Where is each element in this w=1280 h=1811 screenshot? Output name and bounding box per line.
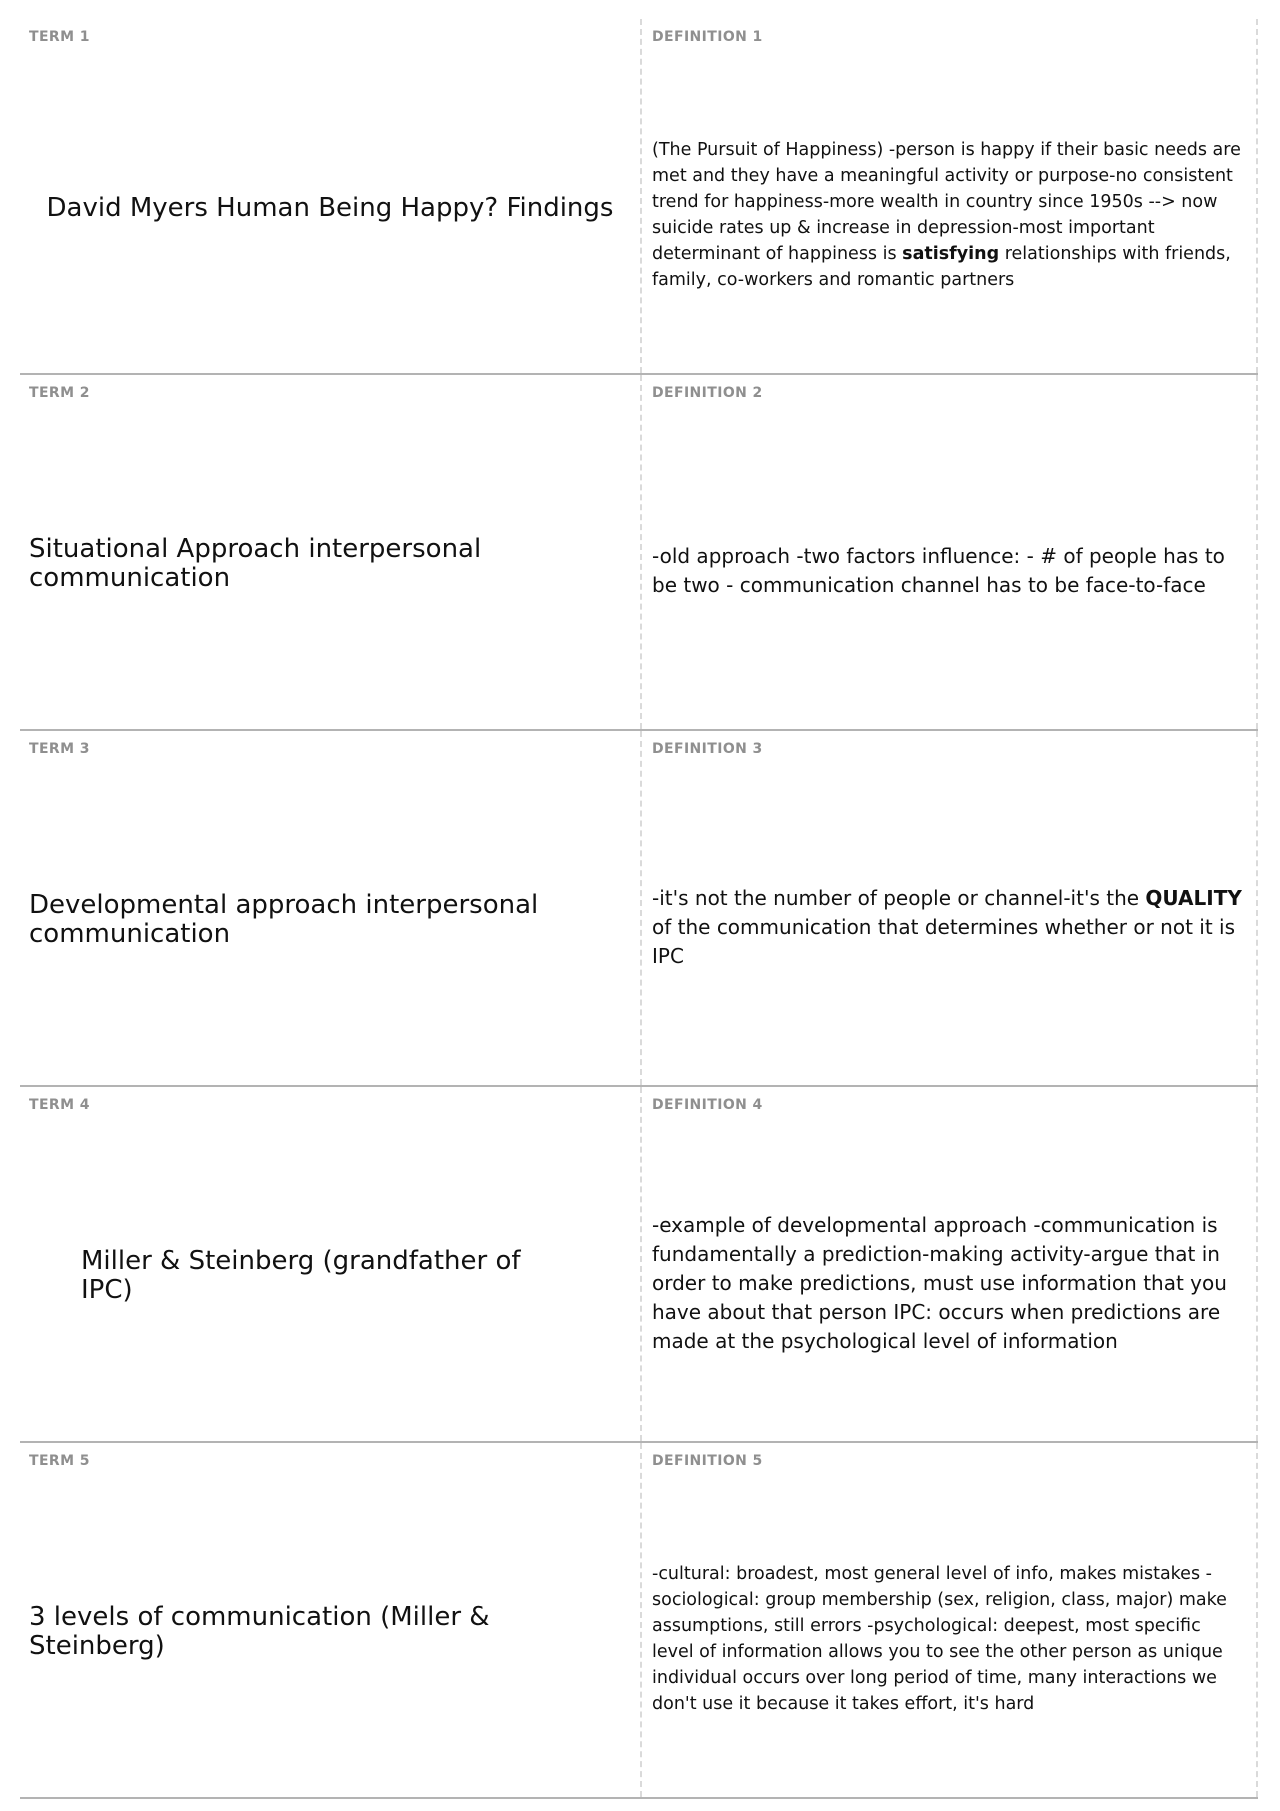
term-cell — [20, 1443, 640, 1797]
flashcard-row-3 — [20, 731, 1258, 1087]
definition-cell — [640, 19, 1258, 373]
definition-label: DEFINITION 4 — [652, 1097, 763, 1113]
term-cell — [20, 1087, 640, 1441]
term-cell — [20, 731, 640, 1085]
definition-emphasis: satisfying — [902, 244, 1000, 264]
definition-label: DEFINITION 3 — [652, 741, 763, 757]
definition-text: -it's not the number of people or channel-it's the QUALITY of the communication that determines whether or not it is IPC — [652, 885, 1242, 968]
definition-cell — [640, 375, 1258, 729]
definition-emphasis: QUALITY — [1145, 885, 1242, 910]
definition-text: -example of developmental approach -communication is fundamentally a prediction-making activity-argue that in order to make predictions, must use information that you have about that person IPC: occurs when predictions are made at the psychological level of information — [652, 1212, 1227, 1353]
term-text: Miller & Steinberg (grandfather of IPC) — [81, 1246, 521, 1305]
term-text: Situational Approach interpersonal communication — [29, 534, 482, 593]
term-text: Developmental approach interpersonal communication — [29, 890, 539, 949]
flashcard-row-1 — [20, 19, 1258, 375]
term-label: TERM 5 — [29, 1453, 90, 1469]
flashcard-row-2 — [20, 375, 1258, 731]
definition-cell — [640, 1443, 1258, 1797]
flashcard-sheet — [20, 19, 1258, 1799]
flashcard-row-5 — [20, 1443, 1258, 1799]
term-label: TERM 1 — [29, 29, 90, 45]
definition-text: (The Pursuit of Happiness) -person is happy if their basic needs are met and they have a meaningful activity or purpose-no consistent trend for happiness-more wealth in country since 1950s --> now suicide rates up & increase in depression-most important determinant of happiness is satisfying relationships with friends, family, co-workers and romantic partners — [652, 140, 1241, 290]
definition-label: DEFINITION 1 — [652, 29, 763, 45]
term-label: TERM 4 — [29, 1097, 90, 1113]
term-label: TERM 3 — [29, 741, 90, 757]
definition-text: -old approach -two factors influence: - # of people has to be two - communication channel has to be face-to-face — [652, 544, 1225, 597]
term-label: TERM 2 — [29, 385, 90, 401]
definition-cell — [640, 731, 1258, 1085]
definition-cell — [640, 1087, 1258, 1441]
term-cell — [20, 375, 640, 729]
definition-text: -cultural: broadest, most general level of info, makes mistakes -sociological: group membership (sex, religion, class, major) make assumptions, still errors -psychological: deepest, most specific level of information allows you to see the other person as unique individual occurs over long period of time, many interactions we don't use it because it takes effort, it's hard — [652, 1564, 1227, 1714]
term-text: 3 levels of communication (Miller & Steinberg) — [29, 1602, 490, 1661]
flashcard-row-4 — [20, 1087, 1258, 1443]
definition-label: DEFINITION 5 — [652, 1453, 763, 1469]
term-text: David Myers Human Being Happy? Findings — [46, 192, 614, 223]
definition-label: DEFINITION 2 — [652, 385, 763, 401]
term-cell — [20, 19, 640, 373]
